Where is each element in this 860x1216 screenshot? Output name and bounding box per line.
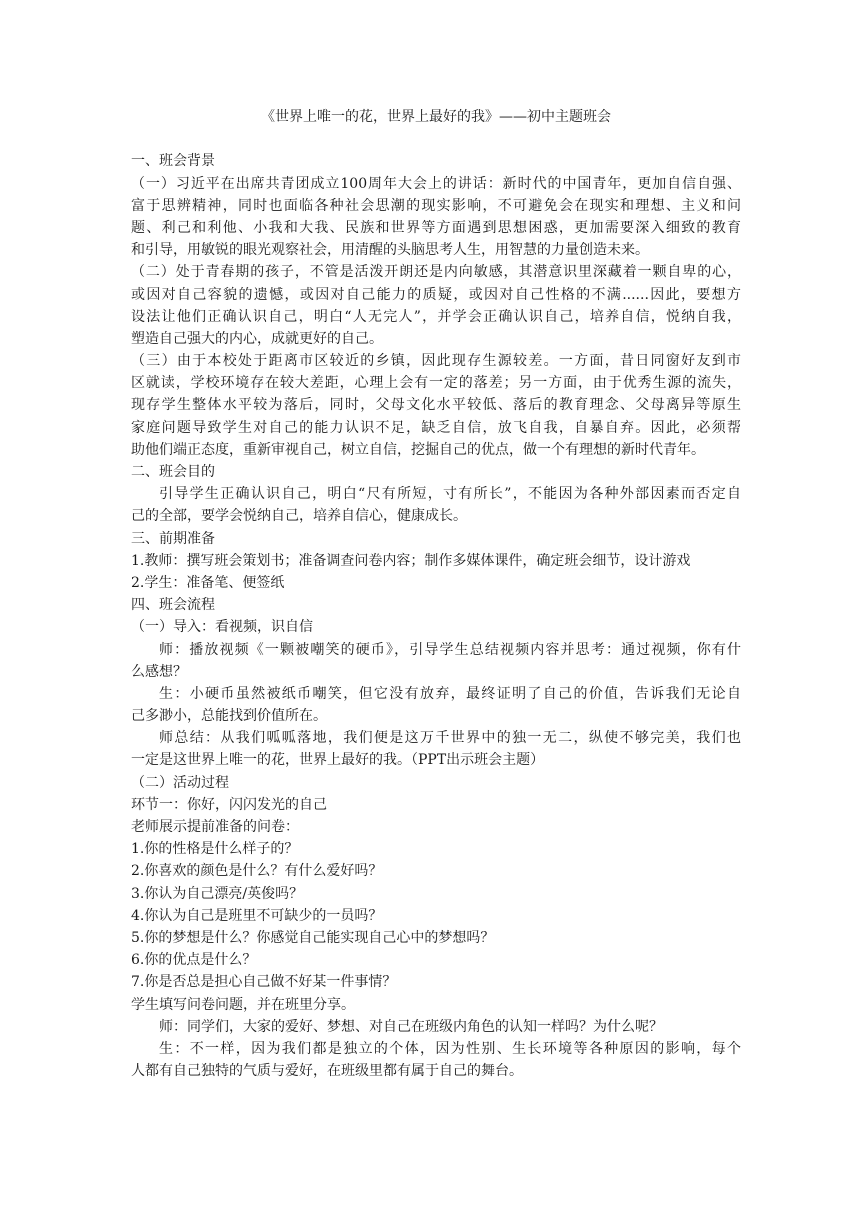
paragraph-line: 家庭问题导致学生对自己的能力认识不足，缺乏自信，放飞自我，自暴自弃。因此，必须帮 bbox=[131, 419, 741, 436]
paragraph-line: 环节一：你好，闪闪发光的自己 bbox=[131, 796, 327, 813]
paragraph-line: 引导学生正确认识自己，明白“尺有所短，寸有所长”，不能因为各种外部因素而否定自 bbox=[159, 486, 741, 503]
section-heading: 三、前期准备 bbox=[131, 530, 215, 547]
list-item: 1.教师：撰写班会策划书；准备调查问卷内容；制作多媒体课件，确定班会细节，设计游戏 bbox=[131, 552, 691, 569]
paragraph-line: 一定是这世界上唯一的花，世界上最好的我。（PPT出示班会主题） bbox=[131, 752, 545, 769]
paragraph-line: （二）处于青春期的孩子，不管是活泼开朗还是内向敏感，其潜意识里深藏着一颗自卑的心， bbox=[131, 264, 741, 281]
paragraph-line: 己多渺小，总能找到价值所在。 bbox=[131, 708, 327, 725]
list-item: 6.你的优点是什么？ bbox=[131, 952, 257, 969]
list-item: 4.你认为自己是班里不可缺少的一员吗？ bbox=[131, 907, 383, 924]
subsection-heading: （一）导入：看视频，识自信 bbox=[131, 619, 313, 636]
subsection-heading: （二）活动过程 bbox=[131, 774, 229, 791]
section-heading: 四、班会流程 bbox=[131, 597, 215, 614]
paragraph-line: 题、利己和利他、小我和大我、民族和世界等方面遇到思想困惑，更加需要深入细致的教育 bbox=[131, 219, 741, 236]
paragraph-line: 师：播放视频《一颗被嘲笑的硬币》，引导学生总结视频内容并思考：通过视频，你有什 bbox=[159, 641, 741, 658]
list-item: 1.你的性格是什么样子的？ bbox=[131, 841, 299, 858]
paragraph-line: 生：不一样，因为我们都是独立的个体，因为性别、生长环境等各种原因的影响，每个 bbox=[159, 1040, 741, 1057]
paragraph-line: 人都有自己独特的气质与爱好，在班级里都有属于自己的舞台。 bbox=[131, 1063, 523, 1080]
paragraph-line: 师：同学们，大家的爱好、梦想、对自己在班级内角色的认知一样吗？为什么呢？ bbox=[159, 1018, 663, 1035]
paragraph-line: 己的全部，要学会悦纳自己，培养自信心，健康成长。 bbox=[131, 508, 467, 525]
blank-line bbox=[131, 128, 741, 150]
paragraph-line: 助他们端正态度，重新审视自己，树立自信，挖掘自己的优点，做一个有理想的新时代青年。 bbox=[131, 441, 705, 458]
paragraph-line: 区就读，学校环境存在较大差距，心理上会有一定的落差；另一方面，由于优秀生源的流失， bbox=[131, 375, 741, 392]
paragraph-line: 塑造自己强大的内心，成就更好的自己。 bbox=[131, 330, 383, 347]
list-item: 2.学生：准备笔、便签纸 bbox=[131, 574, 285, 591]
paragraph-line: 么感想？ bbox=[131, 663, 187, 680]
list-item: 5.你的梦想是什么？你感觉自己能实现自己心中的梦想吗？ bbox=[131, 929, 495, 946]
paragraph-line: 和引导，用敏锐的眼光观察社会，用清醒的头脑思考人生，用智慧的力量创造未来。 bbox=[131, 242, 649, 259]
paragraph-line: 或因对自己容貌的遗憾，或因对自己能力的质疑，或因对自己性格的不满......因此，要想方 bbox=[131, 286, 741, 303]
paragraph-line: 富于思辨精神，同时也面临各种社会思潮的现实影响，不可避免会在现实和理想、主义和问 bbox=[131, 197, 741, 214]
paragraph-line: 设法让他们正确认识自己，明白“人无完人”，并学会正确认识自己，培养自信，悦纳自我， bbox=[131, 308, 741, 325]
section-heading: 一、班会背景 bbox=[131, 153, 215, 170]
list-item: 2.你喜欢的颜色是什么？有什么爱好吗？ bbox=[131, 863, 383, 880]
paragraph-line: （一）习近平在出席共青团成立100周年大会上的讲话：新时代的中国青年，更加自信自强、 bbox=[131, 175, 741, 192]
paragraph-line: 生：小硬币虽然被纸币嘲笑，但它没有放弃，最终证明了自己的价值，告诉我们无论自 bbox=[159, 685, 741, 702]
document-body bbox=[131, 106, 741, 1082]
document-title: 《世界上唯一的花，世界上最好的我》——初中主题班会 bbox=[261, 109, 611, 125]
list-item: 3.你认为自己漂亮/英俊吗？ bbox=[131, 885, 304, 902]
paragraph-line: 师总结：从我们呱呱落地，我们便是这万千世界中的独一无二，纵使不够完美，我们也 bbox=[159, 730, 741, 747]
list-item: 7.你是否总是担心自己做不好某一件事情？ bbox=[131, 974, 397, 991]
paragraph-line: （三）由于本校处于距离市区较近的乡镇，因此现存生源较差。一方面，昔日同窗好友到市 bbox=[131, 353, 741, 370]
paragraph-line: 学生填写问卷问题，并在班里分享。 bbox=[131, 996, 355, 1013]
paragraph-line: 现存学生整体水平较为落后，同时，父母文化水平较低、落后的教育理念、父母离异等原生 bbox=[131, 397, 741, 414]
paragraph-line: 老师展示提前准备的问卷： bbox=[131, 819, 299, 835]
section-heading: 二、班会目的 bbox=[131, 464, 215, 480]
